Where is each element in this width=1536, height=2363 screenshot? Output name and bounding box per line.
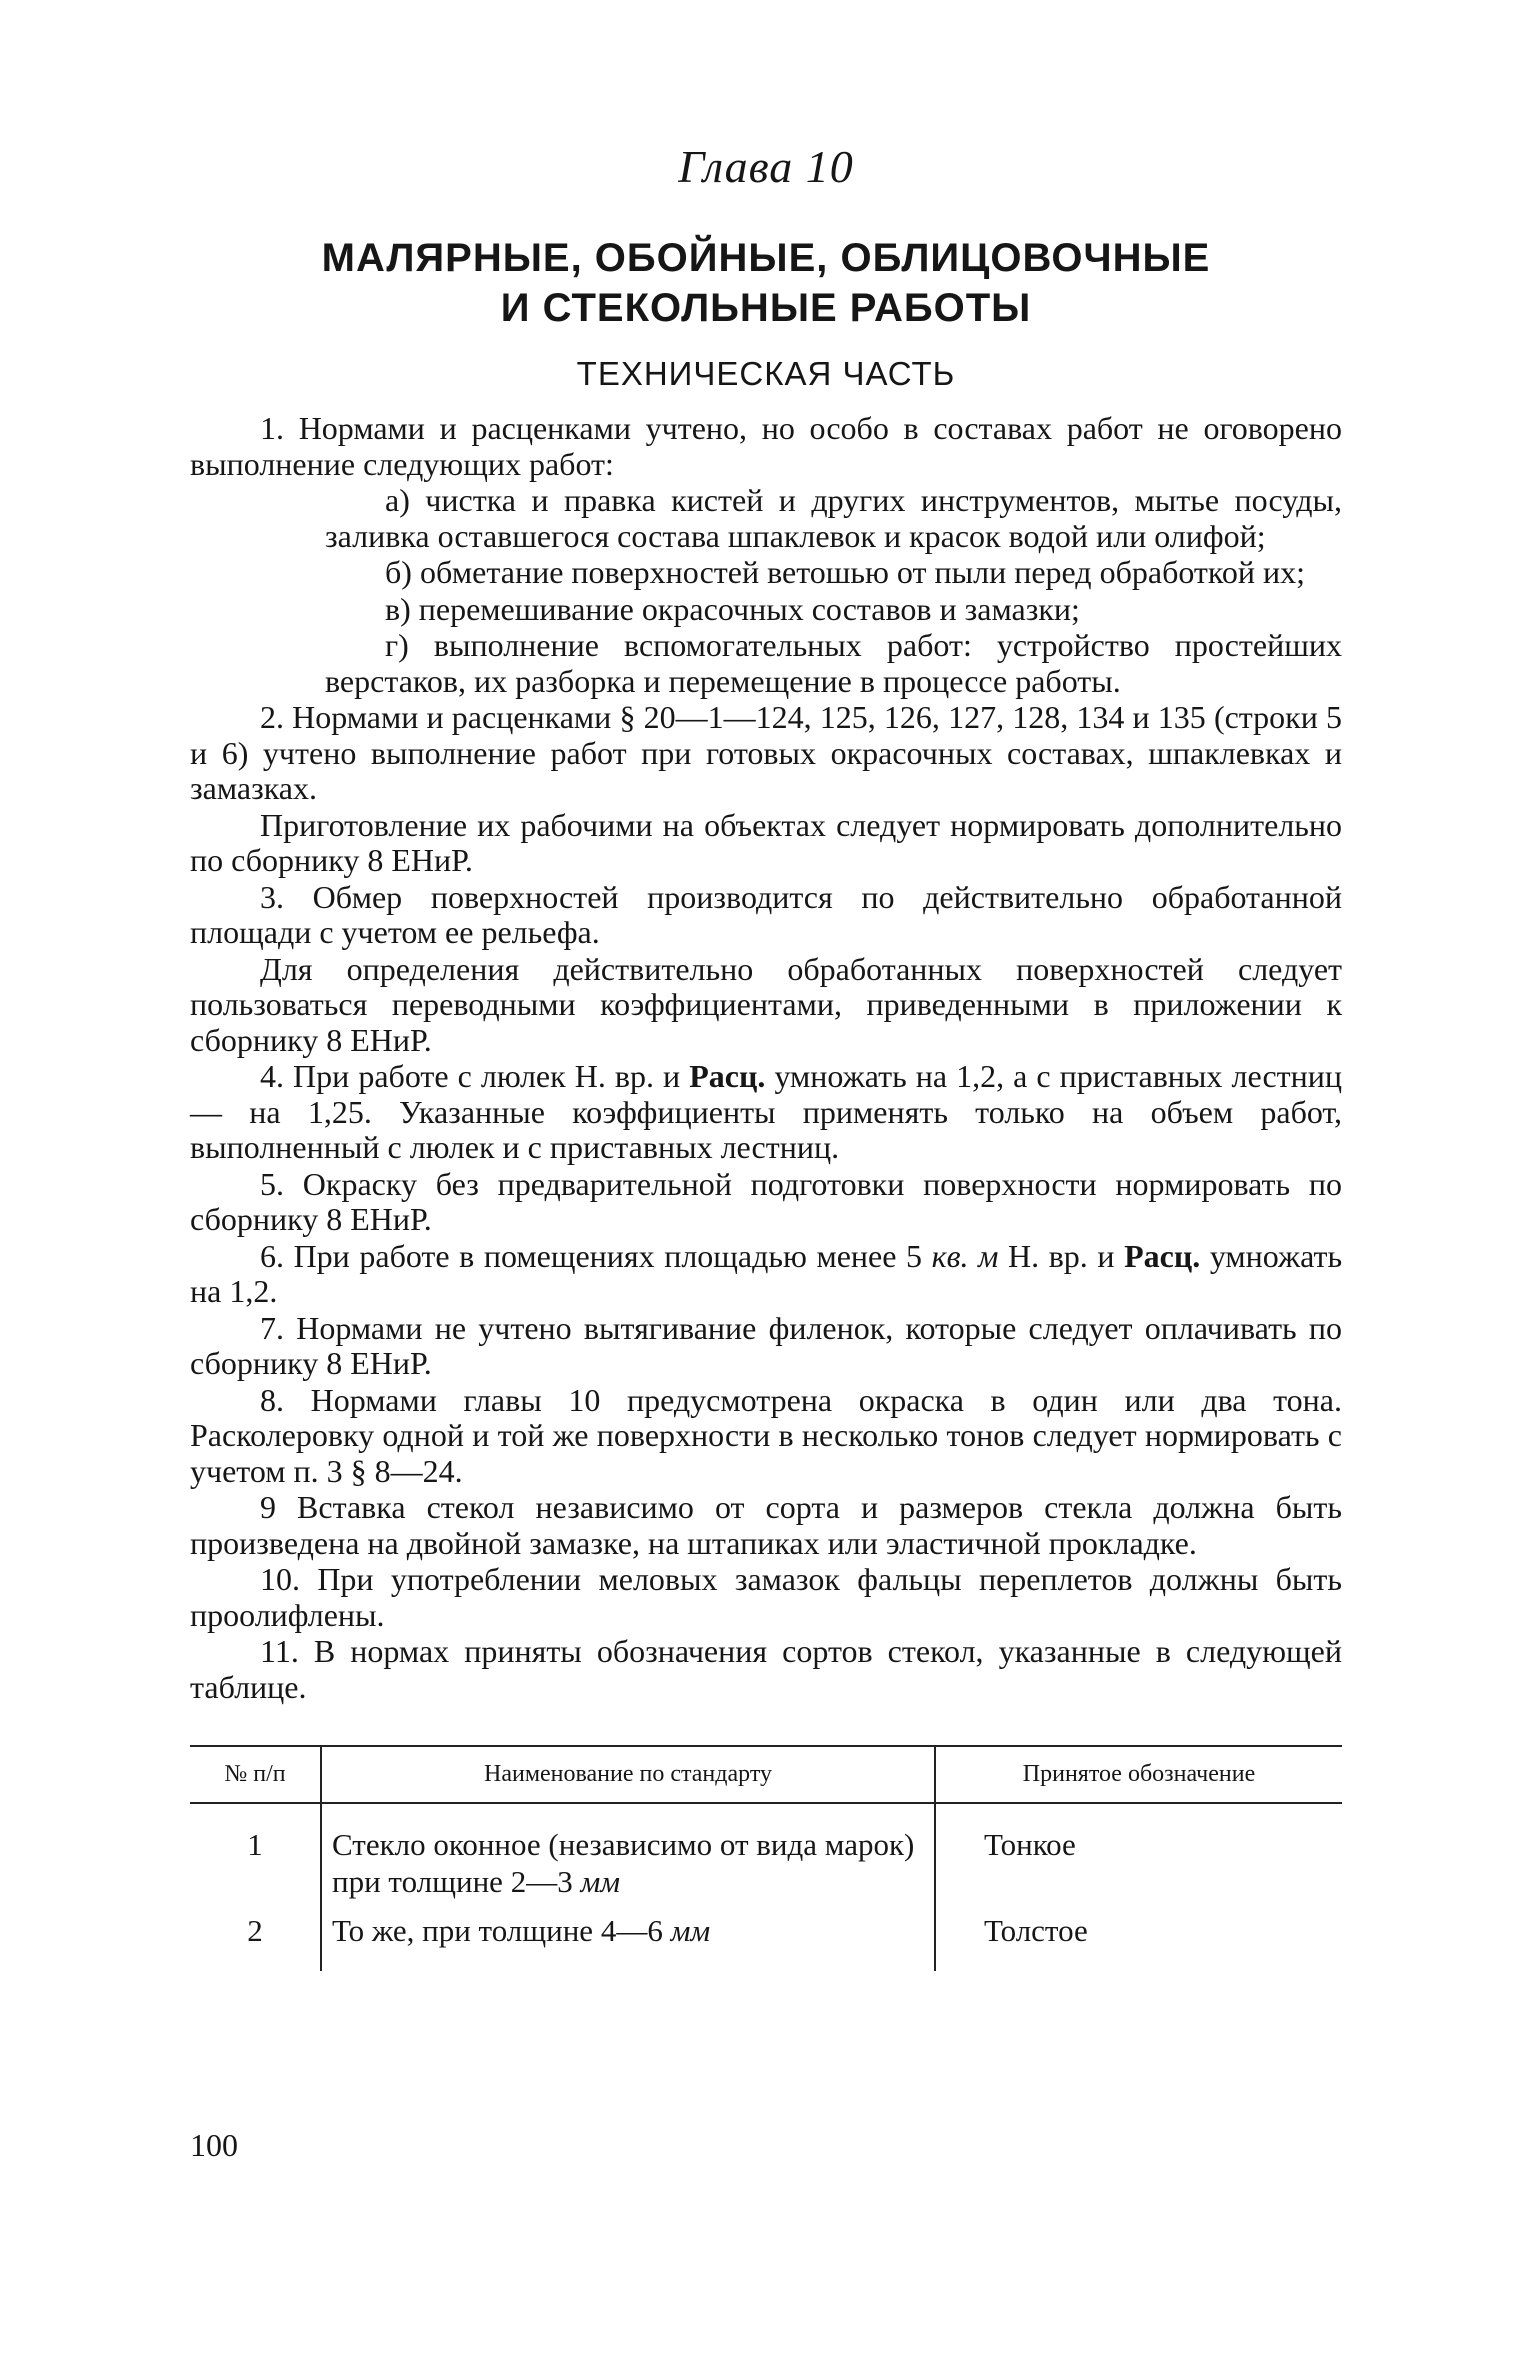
table-row — [190, 1803, 1342, 1906]
table-header-row — [190, 1746, 1342, 1803]
page-number: 100 — [190, 2127, 238, 2163]
paragraph-10: 10. При употреблении меловых замазок фальцы переплетов должны быть проолифлены. — [190, 1561, 1342, 1633]
paragraph-1d: г) выполнение вспомогательных работ: устройство простейших верстаков, их разборка и перемещение в процессе работы. — [325, 627, 1342, 699]
page-content — [190, 140, 1342, 1971]
row-number: 2 — [247, 1913, 263, 1948]
row-unit: мм — [580, 1864, 621, 1899]
paragraph-9: 9 Вставка стекол независимо от сорта и размеров стекла должна быть произведена на двойной замазке, на штапиках или эластичной прокладке. — [190, 1489, 1342, 1561]
row-standard-name — [321, 1803, 935, 1906]
chapter-heading: Глава 10 — [678, 141, 854, 192]
row-name-text: Стекло оконное (независимо от вида марок) при толщине 2—3 — [332, 1827, 915, 1899]
paragraph-2b: Приготовление их рабочими на объектах следует нормировать дополнительно по сборнику 8 ЕНиР. — [190, 806, 1342, 878]
paragraph-6-start: 6. При работе в помещениях площадью менее 5 — [260, 1237, 932, 1274]
section-title-line1: МАЛЯРНЫЕ, ОБОЙНЫЕ, ОБЛИЦОВОЧНЫЕ — [321, 236, 1211, 280]
row-number: 1 — [247, 1827, 263, 1862]
paragraph-2: 2. Нормами и расценками § 20—1—124, 125, 126, 127, 128, 134 и 135 (строки 5 и 6) учтено выполнение работ при готовых окрасочных составах, шпаклевках и замазках. — [190, 699, 1342, 806]
paragraph-4-bold: Расц. — [689, 1058, 766, 1094]
paragraph-1c: в) перемешивание окрасочных составов и замазки; — [385, 590, 1080, 627]
paragraph-11: 11. В нормах приняты обозначения сортов стекол, указанные в следующей таблице. — [190, 1633, 1342, 1705]
row-standard-name — [321, 1906, 935, 1971]
technical-part-text — [190, 411, 1342, 1705]
paragraph-4-end: умножать на 1,2, а с приставных лестниц — на 1,25. Указанные коэффициенты применять только на объем работ, выполненный с люлек и с приставных лестниц. — [190, 1058, 1343, 1165]
row-name-text: То же, при толщине 4—6 — [332, 1913, 671, 1948]
paragraph-1b: б) обметание поверхностей ветошью от пыли перед обработкой их; — [385, 554, 1305, 590]
paragraph-6 — [190, 1239, 1342, 1310]
paragraph-3: 3. Обмер поверхностей производится по действительно обработанной площади с учетом ее рельефа. — [190, 878, 1342, 950]
row-designation: Тонкое — [984, 1827, 1076, 1862]
header-standard-name: Наименование по стандарту — [321, 1746, 935, 1803]
paragraph-5: 5. Окраску без предварительной подготовки поверхности нормировать по сборнику 8 ЕНиР. — [190, 1165, 1342, 1237]
row-designation: Толстое — [984, 1913, 1088, 1948]
paragraph-7: 7. Нормами не учтено вытягивание филенок, которые следует оплачивать по сборнику 8 ЕНиР. — [190, 1309, 1342, 1381]
section-title-line2: И СТЕКОЛЬНЫЕ РАБОТЫ — [500, 286, 1032, 330]
paragraph-4 — [190, 1059, 1342, 1166]
header-designation: Принятое обозначение — [935, 1746, 1342, 1803]
paragraph-3b: Для определения действительно обработанных поверхностей следует пользоваться переводными коэффициентами, приведенными в приложении к сборнику 8 ЕНиР. — [190, 950, 1342, 1058]
paragraph-6-bold: Расц. — [1124, 1237, 1201, 1274]
paragraph-8: 8. Нормами главы 10 предусмотрена окраска в один или два тона. Расколеровку одной и той же поверхности в несколько тонов следует нормировать с учетом п. 3 § 8—24. — [190, 1381, 1342, 1489]
table-row — [190, 1906, 1342, 1971]
row-unit: мм — [670, 1913, 711, 1948]
paragraph-6-unit: кв. м — [931, 1237, 999, 1274]
glass-types-table — [190, 1745, 1342, 1971]
paragraph-1a: а) чистка и правка кистей и других инструментов, мытье посуды, заливка оставшегося состава шпаклевок и красок водой или олифой; — [325, 482, 1342, 554]
paragraph-4-start: 4. При работе с люлек Н. вр. и — [260, 1058, 690, 1094]
paragraph-6-end: умножать на 1,2. — [190, 1237, 1343, 1309]
header-number: № п/п — [190, 1746, 321, 1803]
paragraph-1: 1. Нормами и расценками учтено, но особо в составах работ не оговорено выполнение следующих работ: — [190, 410, 1342, 482]
section-subtitle: ТЕХНИЧЕСКАЯ ЧАСТЬ — [576, 355, 956, 392]
paragraph-6-mid: Н. вр. и — [998, 1237, 1125, 1274]
